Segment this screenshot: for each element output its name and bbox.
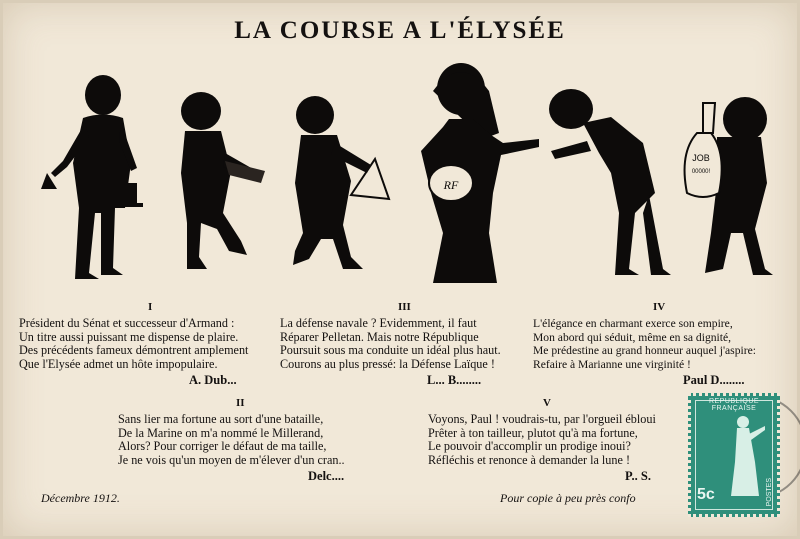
- date-footer: Décembre 1912.: [41, 491, 120, 505]
- stanza-1-numeral: I: [148, 301, 153, 313]
- verse-line: L'élégance en charmant exerce son empire,: [533, 317, 733, 330]
- stanza-3-signature: L... B........: [427, 373, 482, 387]
- silhouette-scene: [3, 43, 797, 293]
- verse-line: Réfléchis et renonce à demander la lune !: [428, 452, 631, 467]
- sower-figure-icon: [713, 412, 767, 502]
- figure-5-silhouette: [549, 89, 671, 275]
- stanza-4-numeral: IV: [653, 301, 666, 313]
- figure-2-silhouette: [181, 92, 265, 269]
- rf-badge-text: RF: [443, 178, 459, 192]
- stanza-4-verse: [533, 317, 756, 371]
- stamp-postes-text: POSTES: [766, 477, 773, 506]
- stanza-2-signature: Delc....: [308, 469, 345, 483]
- verse-line: Un titre aussi puissant me dispense de plaire.: [19, 329, 239, 344]
- stanza-1-verse: [19, 317, 248, 371]
- verse-line: Je ne vois qu'un moyen de m'élever d'un cran..: [118, 452, 345, 467]
- verse-line: Des précédents fameux démontrent amplement: [19, 343, 249, 358]
- stanza-3-verse: [280, 317, 501, 371]
- verse-line: Courons au plus pressé: la Défense Laïque !: [280, 356, 495, 371]
- verse-line: Me prédestine au grand honneur auquel j'aspire:: [533, 344, 756, 358]
- figure-6-silhouette: [685, 97, 773, 275]
- verse-line: Refaire à Marianne une virginité !: [533, 357, 691, 371]
- verse-line: Le pouvoir d'accomplir un prodige inoui?: [428, 439, 631, 454]
- stanza-5-signature: P.. S.: [625, 469, 651, 483]
- verse-line: De la Marine on m'a nommé le Millerand,: [118, 425, 324, 440]
- figure-1-silhouette: [41, 75, 143, 279]
- stanza-2-numeral: II: [236, 397, 245, 409]
- postcard: [3, 3, 797, 536]
- verse-line: Alors? Pour corriger le défaut de ma taille,: [118, 439, 327, 454]
- stanza-4-signature: Paul D........: [683, 373, 745, 387]
- verse-line: Président du Sénat et successeur d'Armand :: [19, 316, 235, 330]
- stanza-5-numeral: V: [543, 397, 551, 409]
- verse-line: Voyons, Paul ! voudrais-tu, par l'orgueil ébloui: [428, 412, 656, 426]
- stanza-3-numeral: III: [398, 301, 411, 313]
- verse-line: Prêter à ton tailleur, plutot qu'à ma fortune,: [428, 425, 638, 440]
- verse-line: La défense navale ? Evidemment, il faut: [280, 316, 477, 330]
- verse-line: Sans lier ma fortune au sort d'une bataille,: [118, 412, 324, 426]
- job-sack-text: JOB: [692, 153, 710, 163]
- verse-line: Poursuit sous ma conduite un idéal plus haut.: [280, 343, 501, 358]
- figure-3-silhouette: [293, 96, 389, 269]
- stamp-value: 5c: [697, 486, 715, 503]
- stamp-country-text: REPUBLIQUE FRANÇAISE: [708, 398, 760, 412]
- job-sack-subtext: 00000!: [691, 169, 711, 175]
- verse-line: Mon abord qui séduit, même en sa dignité,: [533, 330, 732, 344]
- verse-line: Que l'Elysée admet un hôte impopulaire.: [19, 356, 218, 371]
- stanza-5-verse: [428, 413, 656, 467]
- figure-4-marianne-silhouette: [421, 63, 539, 283]
- verse-line: Réparer Pelletan. Mais notre République: [280, 329, 479, 344]
- postage-stamp: [688, 393, 780, 517]
- stanza-2-verse: [118, 413, 345, 467]
- postcard-title: LA COURSE A L'ÉLYSÉE: [234, 17, 566, 44]
- copy-note: Pour copie à peu près confo: [500, 491, 636, 505]
- stanza-1-signature: A. Dub...: [189, 373, 237, 387]
